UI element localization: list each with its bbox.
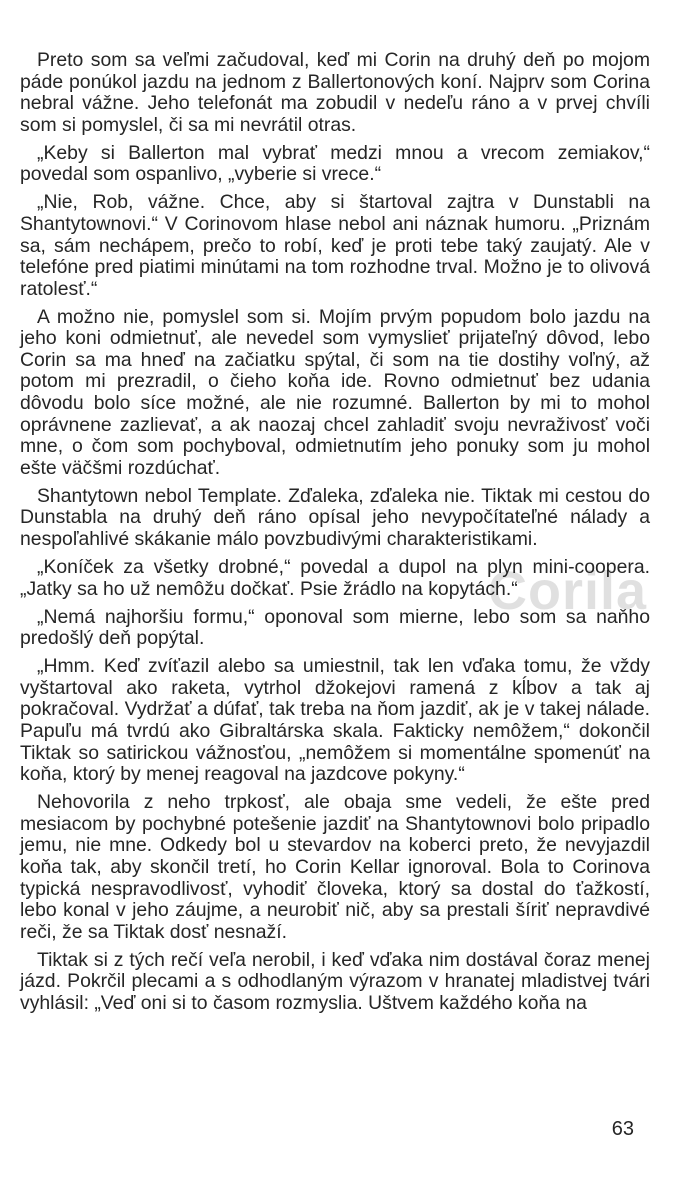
- page-number: 63: [611, 1118, 634, 1140]
- watermark: Corila: [488, 561, 648, 621]
- paragraph: „Keby si Ballerton mal vybrať medzi mnou a vrecom zemiakov,“ povedal som ospanlivo, „vyberie si vrece.“: [20, 141, 650, 186]
- paragraph: „Nemá najhoršiu formu,“ oponoval som mierne, lebo som sa naňho predošlý deň popýtal.: [20, 605, 650, 650]
- paragraph: Preto som sa veľmi začudoval, keď mi Corin na druhý deň po mojom páde ponúkol jazdu na jednom z Ballertonových koní. Najprv som Corina nebral vážne. Jeho telefonát ma zobudil v nedeľu ráno a v prvej chvíli som si pomyslel, či sa mi nevrátil otras.: [20, 49, 650, 136]
- paragraph: Nehovorila z neho trpkosť, ale obaja sme vedeli, že ešte pred mesiacom by pochybné potešenie jazdiť na Shantytownovi bolo pripadlo jemu, nie mne. Odkedy bol u stevardov na koberci preto, že nevyjazdil koňa tak, aby skončil tretí, ho Corin Kellar ignoroval. Bola to Corinova typická nespravodlivosť, vyhodiť človeka, ktorý sa dostal do ťažkostí, lebo konal v jeho záujme, a neurobiť nič, aby sa prestali šíriť nepravdivé reči, že sa Tiktak dosť nesnaží.: [20, 791, 650, 943]
- paragraph: A možno nie, pomyslel som si. Mojím prvým popudom bolo jazdu na jeho koni odmietnuť, ale nevedel som vymyslieť prijateľný dôvod, lebo Corin sa ma hneď na začiatku spýtal, či som na tie dostihy voľný, až potom mi prezradil, o čieho koňa ide. Rovno odmietnuť bez udania dôvodu bolo síce možné, ale nie rozumné. Ballerton by mi to mohol oprávnene zazlievať, a ak naozaj chcel zahladiť svoju nevraživosť voči mne, o čom som pochyboval, odmietnutím jeho ponuky som ju mohol ešte väčšmi rozdúchať.: [20, 305, 650, 479]
- body-text: [20, 50, 650, 1014]
- paragraph: Shantytown nebol Template. Zďaleka, zďaleka nie. Tiktak mi cestou do Dunstabla na druhý deň ráno opísal jeho nevypočítateľné nálady a nespoľahlivé skákanie málo povzbudivými charakteristikami.: [20, 484, 650, 551]
- paragraph: „Nie, Rob, vážne. Chce, aby si štartoval zajtra v Dunstabli na Shantytownovi.“ V Corinovom hlase nebol ani náznak humoru. „Priznám sa, sám nechápem, prečo to robí, keď je proti tebe taký zaujatý. Ale v telefóne pred piatimi minútami na tom rozhodne trval. Možno je to olivová ratolesť.“: [20, 191, 650, 300]
- paragraph: „Hmm. Keď zvíťazil alebo sa umiestnil, tak len vďaka tomu, že vždy vyštartoval ako raketa, vytrhol džokejovi ramená z kĺbov a tak aj pokračoval. Vydržať a dúfať, tak treba na ňom jazdiť, ak je v takej nálade. Papuľu má tvrdú ako Gibraltárska skala. Fakticky nemôžem,“ dokončil Tiktak so satirickou vážnosťou, „nemôžem si momentálne spomenúť na koňa, ktorý by menej reagoval na jazdcove pokyny.“: [20, 655, 650, 786]
- paragraph: „Koníček za všetky drobné,“ povedal a dupol na plyn mini-coopera. „Jatky sa ho už nemôžu dočkať. Psie žrádlo na kopytách.“: [20, 556, 650, 600]
- paragraph: Tiktak si z tých rečí veľa nerobil, i keď vďaka nim dostával čoraz menej jázd. Pokrčil plecami a s odhodlaným výrazom v hranatej mladistvej tvári vyhlásil: „Veď oni si to časom rozmyslia. Uštvem každého koňa na: [20, 948, 650, 1014]
